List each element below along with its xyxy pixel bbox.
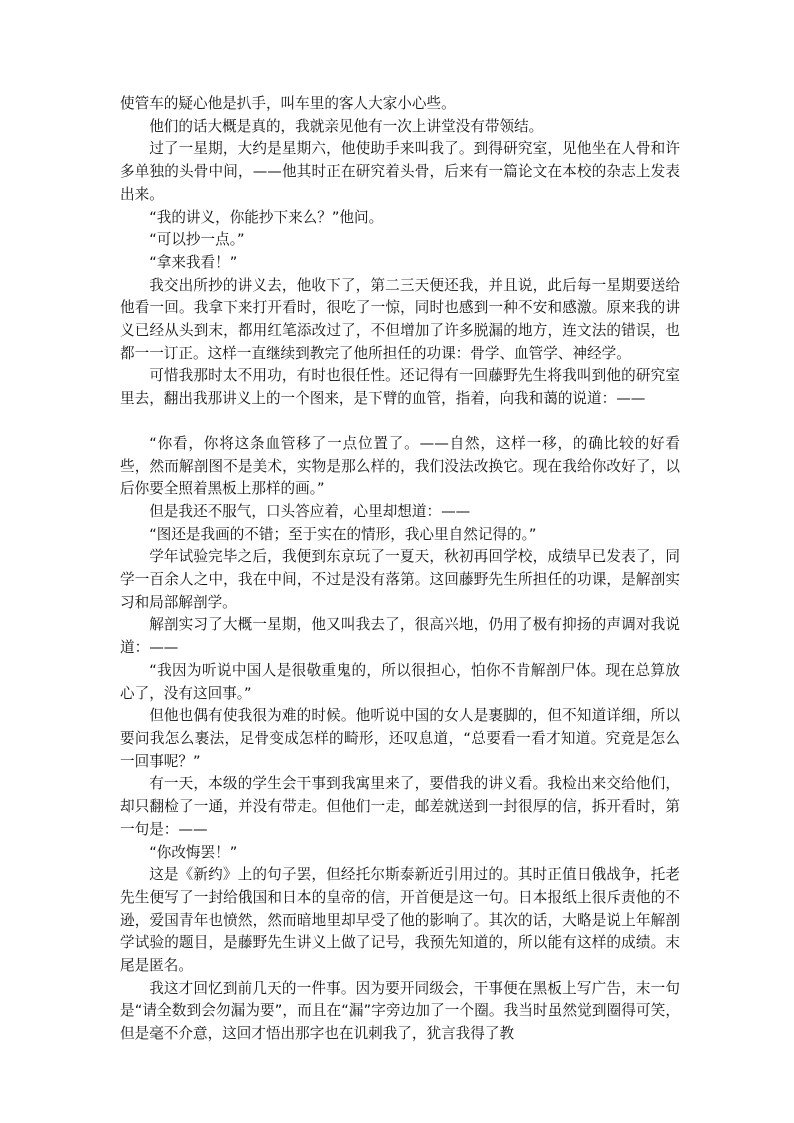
- paragraph-18: 这是《新约》上的句子罢，但经托尔斯泰新近引用过的。其时正值日俄战争，托老先生便写了一封给俄国和日本的皇帝的信，开首便是这一句。日本报纸上很斥责他的不逊，爱国青年也愤然，然而暗地里却早受了他的影响了。其次的话，大略是说上年解剖学试验的题目，是藤野先生讲义上做了记号，我预先知道的，所以能有这样的成绩。末尾是匿名。: [120, 866, 680, 975]
- paragraph-14: “我因为听说中国人是很敬重鬼的，所以很担心，怕你不肯解剖尸体。现在总算放心了，没有这回事。”: [120, 661, 680, 702]
- paragraph-16: 有一天，本级的学生会干事到我寓里来了，要借我的讲义看。我检出来交给他们，却只翻检了一通，并没有带走。但他们一走，邮差就送到一封很厚的信，拆开看时，第一句是：——: [120, 775, 680, 838]
- paragraph-17: “你改悔罢！”: [149, 843, 238, 861]
- paragraph-6: “拿来我看！”: [149, 253, 238, 271]
- document-page: [120, 93, 680, 1046]
- paragraph-3: 过了一星期，大约是星期六，他使助手来叫我了。到得研究室，见他坐在人骨和许多单独的头骨中间，——他其时正在研究着头骨，后来有一篇论文在本校的杂志上发表出来。: [120, 140, 680, 203]
- paragraph-1: 使管车的疑心他是扒手，叫车里的客人大家小心些。: [120, 95, 456, 112]
- paragraph-7: 我交出所抄的讲义去，他收下了，第二三天便还我，并且说，此后每一星期要送给他看一回。我拿下来打开看时，很吃了一惊，同时也感到一种不安和感激。原来我的讲义已经从头到末，都用红笔添改过了，不但增加了许多脱漏的地方，连文法的错误，也都一一订正。这样一直继续到教完了他所担任的功课：骨学、血管学、神经学。: [120, 276, 680, 362]
- paragraph-15: 但他也偶有使我很为难的时候。他听说中国的女人是裹脚的，但不知道详细，所以要问我怎么裹法，足骨变成怎样的畸形，还叹息道，“总要看一看才知道。究竟是怎么一回事呢？”: [120, 707, 680, 770]
- paragraph-13: 解剖实习了大概一星期，他又叫我去了，很高兴地，仍用了极有抑扬的声调对我说道：——: [120, 616, 680, 657]
- paragraph-2: 他们的话大概是真的，我就亲见他有一次上讲堂没有带领结。: [149, 117, 544, 135]
- paragraph-8: 可惜我那时太不用功，有时也很任性。还记得有一回藤野先生将我叫到他的研究室里去，翻出我那讲义上的一个图来，是下臂的血管，指着，向我和蔼的说道：——: [120, 367, 680, 408]
- paragraph-9: “你看，你将这条血管移了一点位置了。——自然，这样一移，的确比较的好看些，然而解剖图不是美术，实物是那么样的，我们没法改换它。现在我给你改好了，以后你要全照着黑板上那样的画。”: [120, 434, 680, 498]
- paragraph-5: “可以抄一点。”: [149, 231, 245, 249]
- paragraph-11: “图还是我画的不错；至于实在的情形，我心里自然记得的。”: [149, 525, 537, 543]
- paragraph-19: 我这才回忆到前几天的一件事。因为要开同级会，干事便在黑板上写广告，末一句是“请全数到会勿漏为要”，而且在“漏”字旁边加了一个圈。我当时虽然觉到圈得可笑，但是毫不介意，这回才悟出那字也在讥刺我了，犹言我得了教: [120, 979, 680, 1043]
- paragraph-12: 学年试验完毕之后，我便到东京玩了一夏天，秋初再回学校，成绩早已发表了，同学一百余人之中，我在中间，不过是没有落第。这回藤野先生所担任的功课，是解剖实习和局部解剖学。: [120, 548, 680, 611]
- paragraph-10: 但是我还不服气，口头答应着，心里却想道：——: [149, 502, 471, 520]
- paragraph-4: “我的讲义，你能抄下来么？”他问。: [149, 208, 384, 226]
